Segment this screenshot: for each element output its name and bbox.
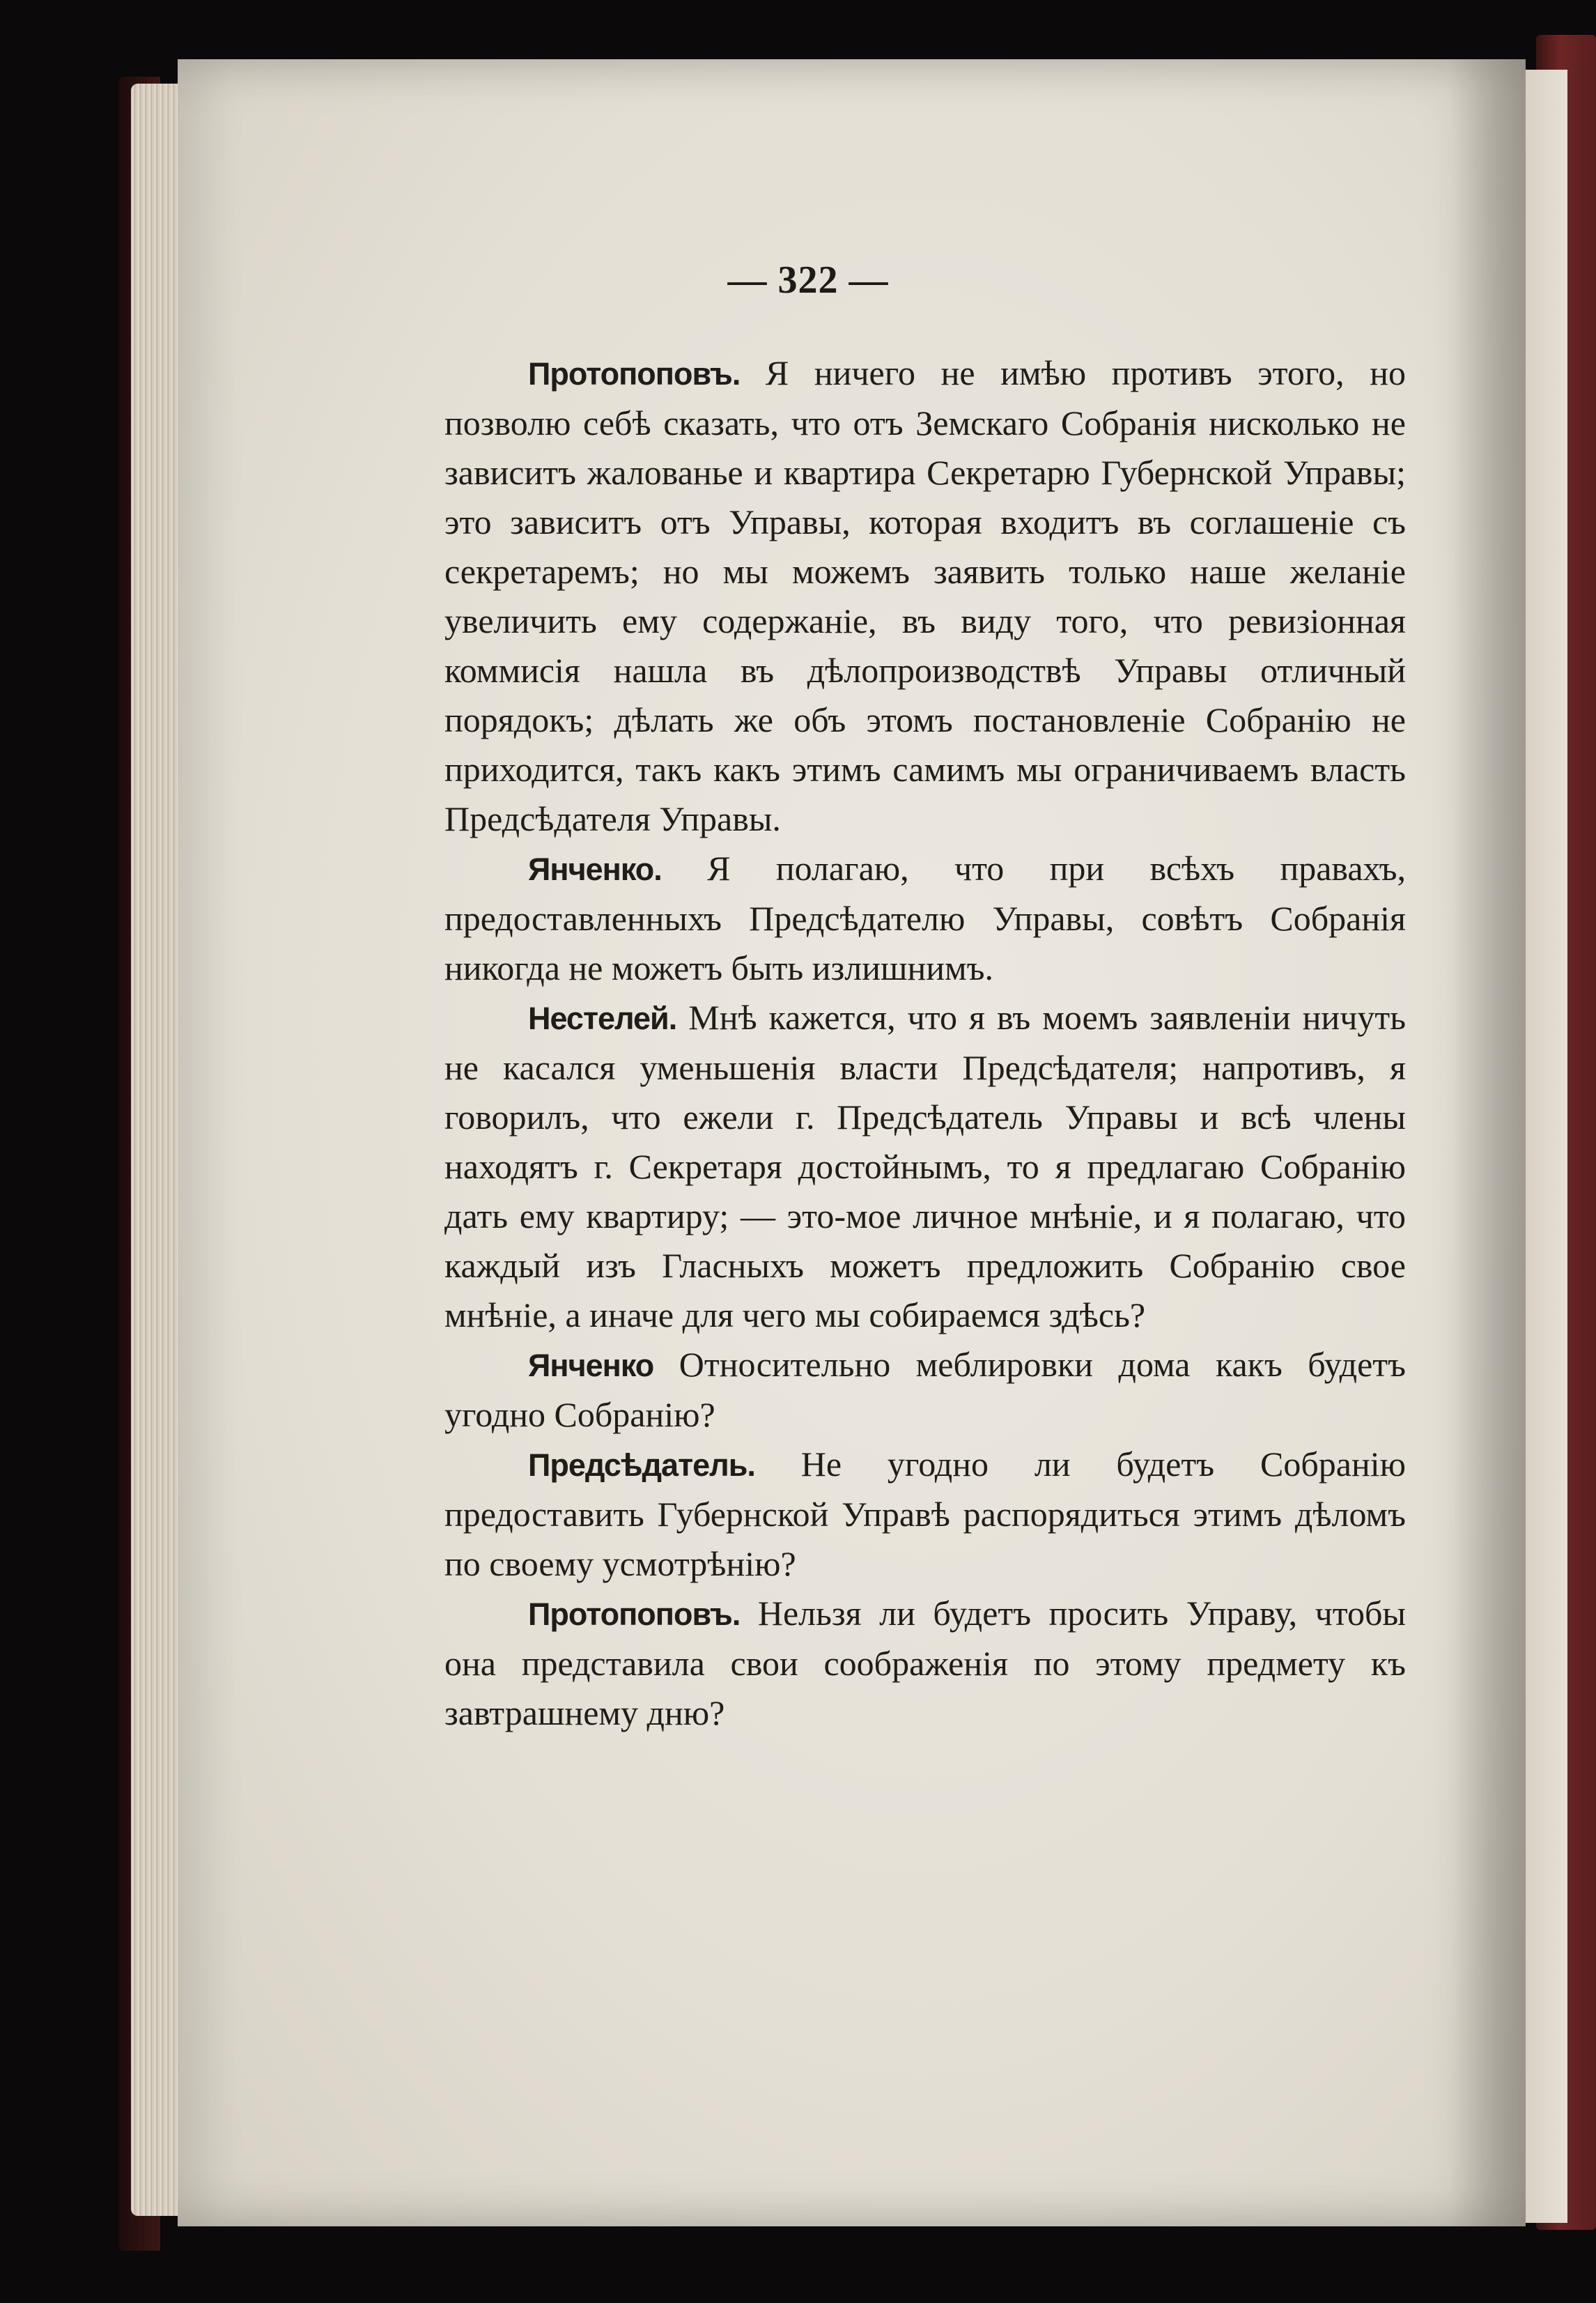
- paragraph: [444, 844, 1406, 993]
- paragraph-text: Не угодно ли будетъ Собранію предоставить Губернской Управѣ распорядиться этимъ дѣломъ по своему усмотрѣнію?: [444, 1445, 1406, 1583]
- speaker-name: Протопоповъ.: [528, 1596, 741, 1632]
- paragraph-text: Нельзя ли будетъ просить Управу, чтобы она представила свои соображенія по этому предмету къ завтрашнему дню?: [444, 1594, 1406, 1732]
- paragraph: [444, 1589, 1406, 1738]
- paragraph-text: Я ничего не имѣю противъ этого, но позволю себѣ сказать, что отъ Земскаго Собранія нисколько не зависитъ жалованье и квартира Секретарю Губернской Управы; это зависитъ отъ Управы, которая входитъ въ соглашеніе съ секретаремъ; но мы можемъ заявить только наше желаніе увеличить ему содержаніе, въ виду того, что ревизіонная коммисія нашла въ дѣлопроизводствѣ Управы отличный порядокъ; дѣлать же объ этомъ постановленіе Собранію не приходится, такъ какъ этимъ самимъ мы ограничиваемъ власть Предсѣдателя Управы.: [444, 353, 1406, 838]
- speaker-name: Нестелей.: [528, 1001, 677, 1036]
- paragraph-text: Относительно меблировки дома какъ будетъ угодно Собранію?: [444, 1345, 1406, 1434]
- speaker-name: Предсѣдатель.: [528, 1447, 755, 1483]
- paragraph: [444, 348, 1406, 844]
- speaker-name: Янченко.: [528, 852, 662, 887]
- gutter-shadow: [1449, 59, 1526, 2226]
- speaker-name: Протопоповъ.: [528, 356, 741, 392]
- paragraph-text: Мнѣ кажется, что я въ моемъ заявленіи ничуть не касался уменьшенія власти Предсѣдателя; напротивъ, я говорилъ, что ежели г. Предсѣдатель Управы и всѣ члены находятъ г. Секретаря достойнымъ, то я предлагаю Собранію дать ему квартиру; — это-мое личное мнѣніе, и я полагаю, что каждый изъ Гласныхъ можетъ предложить Собранію свое мнѣніе, а иначе для чего мы собираемся здѣсь?: [444, 998, 1406, 1334]
- page-body: [444, 348, 1406, 1738]
- page-number: — 322 —: [727, 259, 889, 302]
- paragraph: [444, 1440, 1406, 1589]
- speaker-name: Янченко: [528, 1348, 654, 1383]
- paragraph: [444, 1340, 1406, 1440]
- paragraph-text: Я полагаю, что при всѣхъ правахъ, предоставленныхъ Предсѣдателю Управы, совѣтъ Собранія никогда не можетъ быть излишнимъ.: [444, 849, 1406, 987]
- paragraph: [444, 993, 1406, 1340]
